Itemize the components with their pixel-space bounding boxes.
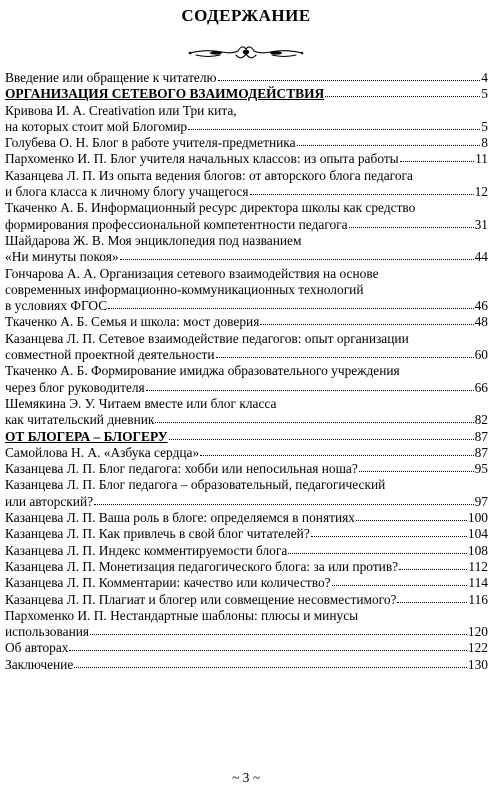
toc-entry-line [5, 461, 488, 477]
toc-entry-line [5, 184, 488, 200]
dot-leader [146, 379, 474, 391]
toc-entry [5, 445, 488, 461]
toc-entry [5, 331, 488, 364]
toc-entry [5, 461, 488, 477]
toc-entry-line [5, 249, 488, 265]
toc-entry-text: Пархоменко И. П. Нестандартные шаблоны: плюсы и минусы [5, 607, 359, 623]
toc-entry-text: Кривова И. А. Creativation или Три кита, [5, 102, 237, 118]
toc-entry-line [5, 70, 488, 86]
toc-entry-text: использования [5, 624, 90, 640]
toc-entry-text: Ткаченко А. Б. Формирование имиджа образовательного учреждения [5, 363, 400, 379]
page-number: ~ 3 ~ [231, 770, 261, 785]
toc-page-number: 87 [474, 428, 488, 444]
toc-entry-line [5, 200, 488, 216]
toc-page-number: 60 [474, 347, 488, 363]
dot-leader [120, 248, 474, 260]
toc-entry-text: «Ни минуты покоя» [5, 249, 119, 265]
toc-page-number: 66 [474, 379, 488, 395]
toc-page-number: 122 [467, 640, 488, 656]
toc-entry-line [5, 331, 488, 347]
toc-entry-line [5, 151, 488, 167]
toc-entry [5, 510, 488, 526]
toc-entry-line [5, 559, 488, 575]
toc-page-number: 5 [481, 118, 488, 134]
dot-leader [218, 69, 481, 81]
toc-entry [5, 70, 488, 86]
toc-entry-line [5, 217, 488, 233]
toc-page-number: 120 [467, 624, 488, 640]
dot-leader [397, 591, 467, 603]
toc-entry-line [5, 119, 488, 135]
toc-page-number: 11 [475, 151, 488, 167]
toc-page-number: 108 [467, 542, 488, 558]
toc-entry-text: Шемякина Э. У. Читаем вместе или блог класса [5, 395, 277, 411]
toc-entry [5, 592, 488, 608]
page-title: СОДЕРЖАНИЕ [181, 6, 311, 25]
toc-entry-text: Пархоменко И. П. Блог учителя начальных классов: из опыта работы [5, 151, 399, 167]
dot-leader [90, 623, 467, 635]
toc-entry [5, 526, 488, 542]
toc-entry-text: ОТ БЛОГЕРА – БЛОГЕРУ [5, 428, 168, 444]
toc-entry-text: в условиях ФГОС [5, 298, 108, 314]
toc-entry-text: через блог руководителя [5, 379, 145, 395]
toc-page-number: 87 [474, 444, 488, 460]
toc-entry-line [5, 168, 488, 184]
toc-entry [5, 543, 488, 559]
toc-entry [5, 151, 488, 167]
toc-page-number: 48 [474, 314, 488, 330]
toc-page-number: 46 [474, 298, 488, 314]
toc-entry-text: Казанцева Л. П. Плагиат и блогер или совмещение несовместимого? [5, 591, 397, 607]
toc-entry-text: Казанцева Л. П. Как привлечь в свой блог читателей? [5, 526, 310, 542]
toc-entry-text: Ткаченко А. Б. Информационный ресурс директора школы как средство [5, 200, 416, 216]
toc-entry [5, 608, 488, 641]
toc-entry-text: Казанцева Л. П. Индекс комментируемости блога [5, 542, 288, 558]
toc-page-number: 44 [474, 249, 488, 265]
dot-leader [325, 85, 480, 97]
toc-page-number: 82 [474, 412, 488, 428]
toc-page-number: 8 [481, 135, 488, 151]
toc-entry-line [5, 494, 488, 510]
toc-entry-text: на которых стоит мой Блогомир [5, 118, 188, 134]
toc-entry [5, 233, 488, 266]
dot-leader [260, 313, 473, 325]
toc-entry-line [5, 314, 488, 330]
dot-leader [216, 346, 474, 358]
toc-entry-line [5, 575, 488, 591]
dot-leader [155, 411, 473, 423]
toc-entry-text: Казанцева Л. П. Сетевое взаимодействие педагогов: опыт организации [5, 330, 409, 346]
toc-entry-text: и блога класса к личному блогу учащегося [5, 184, 249, 200]
toc-entry-line [5, 282, 488, 298]
dot-leader [399, 558, 467, 570]
toc-entry-text: или авторский? [5, 493, 94, 509]
toc-page-number: 97 [474, 493, 488, 509]
dot-leader [356, 509, 467, 521]
toc-entry-line [5, 396, 488, 412]
toc-page-number: 100 [467, 510, 488, 526]
toc-entry-line [5, 347, 488, 363]
toc-entry-line [5, 640, 488, 656]
toc-entry [5, 363, 488, 396]
toc-entry-line [5, 543, 488, 559]
toc-entry-text: современных информационно-коммуникационных технологий [5, 281, 364, 297]
toc-entry-line [5, 86, 488, 102]
dot-leader [69, 639, 466, 651]
toc-page-number: 130 [467, 656, 488, 672]
toc-entry-line [5, 266, 488, 282]
dot-leader [250, 183, 474, 195]
toc-entry-line [5, 608, 488, 624]
toc-entry [5, 640, 488, 656]
dot-leader [297, 134, 481, 146]
toc-page-number: 4 [481, 70, 488, 85]
dot-leader [349, 216, 474, 228]
toc-page-number: 12 [474, 184, 488, 200]
dot-leader [359, 460, 474, 472]
toc-entry-line [5, 380, 488, 396]
toc-entry-text: Казанцева Л. П. Из опыта ведения блогов: от авторского блога педагога [5, 167, 413, 183]
toc-entry-text: Казанцева Л. П. Монетизация педагогического блога: за или против? [5, 558, 399, 574]
toc-entry [5, 168, 488, 201]
toc-entry-line [5, 624, 488, 640]
toc-entry-text: как читательский дневник [5, 412, 155, 428]
toc-entry-line [5, 429, 488, 445]
toc-entry-text: Ткаченко А. Б. Семья и школа: мост доверия [5, 314, 260, 330]
toc-entry-text: Заключение [5, 656, 74, 672]
toc-entry-text: Самойлова Н. А. «Азбука сердца» [5, 444, 200, 460]
dot-leader [74, 656, 467, 668]
toc-entry-text: Казанцева Л. П. Блог педагога – образовательный, педагогический [5, 477, 386, 493]
toc-entry [5, 559, 488, 575]
toc-entry-text: ОРГАНИЗАЦИЯ СЕТЕВОГО ВЗАИМОДЕЙСТВИЯ [5, 86, 325, 102]
toc-entry [5, 103, 488, 136]
toc-entry-line [5, 592, 488, 608]
dot-leader [94, 493, 474, 505]
toc-entry-line [5, 510, 488, 526]
toc-entry-line [5, 445, 488, 461]
dot-leader [288, 542, 467, 554]
toc-entry-text: Казанцева Л. П. Комментарии: качество или количество? [5, 575, 331, 591]
toc-page-number: 95 [474, 461, 488, 477]
dot-leader [108, 297, 473, 309]
dot-leader [169, 428, 474, 440]
toc-entry-line [5, 103, 488, 119]
toc-entry-line [5, 135, 488, 151]
toc-entry-line [5, 363, 488, 379]
toc-entry-text: Об авторах [5, 640, 69, 656]
dot-leader [188, 118, 480, 130]
dot-leader [332, 574, 468, 586]
toc-entry [5, 575, 488, 591]
toc-entry [5, 396, 488, 429]
toc-entry-text: Казанцева Л. П. Блог педагога: хобби или непосильная ноша? [5, 461, 358, 477]
toc-entry [5, 657, 488, 673]
dot-leader [311, 525, 467, 537]
toc-entry [5, 314, 488, 330]
toc-entry-line [5, 526, 488, 542]
dot-leader [200, 444, 473, 456]
table-of-contents [5, 70, 488, 673]
toc-page-number: 31 [474, 216, 488, 232]
toc-section-heading [5, 86, 488, 102]
dot-leader [400, 150, 474, 162]
toc-entry-line [5, 477, 488, 493]
toc-section-heading [5, 429, 488, 445]
toc-entry-text: Шайдарова Ж. В. Моя энциклопедия под названием [5, 232, 302, 248]
toc-entry-text: совместной проектной деятельности [5, 347, 215, 363]
toc-entry [5, 477, 488, 510]
toc-entry-text: формирования профессиональной компетентности педагога [5, 216, 348, 232]
toc-entry-line [5, 657, 488, 673]
toc-entry-text: Гончарова А. А. Организация сетевого взаимодействия на основе [5, 265, 379, 281]
toc-page-number: 5 [481, 86, 488, 102]
toc-page-number: 114 [468, 575, 488, 591]
toc-entry-line [5, 412, 488, 428]
toc-entry [5, 200, 488, 233]
toc-entry-line [5, 233, 488, 249]
flourish-divider-icon [186, 41, 306, 63]
toc-entry-text: Введение или обращение к читателю [5, 70, 217, 85]
toc-entry [5, 135, 488, 151]
toc-page-number: 112 [468, 558, 488, 574]
toc-entry-text: Казанцева Л. П. Ваша роль в блоге: определяемся в понятиях [5, 510, 355, 526]
toc-entry-text: Голубева О. Н. Блог в работе учителя-предметника [5, 135, 296, 151]
toc-page-number: 104 [467, 526, 488, 542]
toc-entry-line [5, 298, 488, 314]
toc-entry [5, 266, 488, 315]
toc-page-number: 116 [468, 591, 488, 607]
